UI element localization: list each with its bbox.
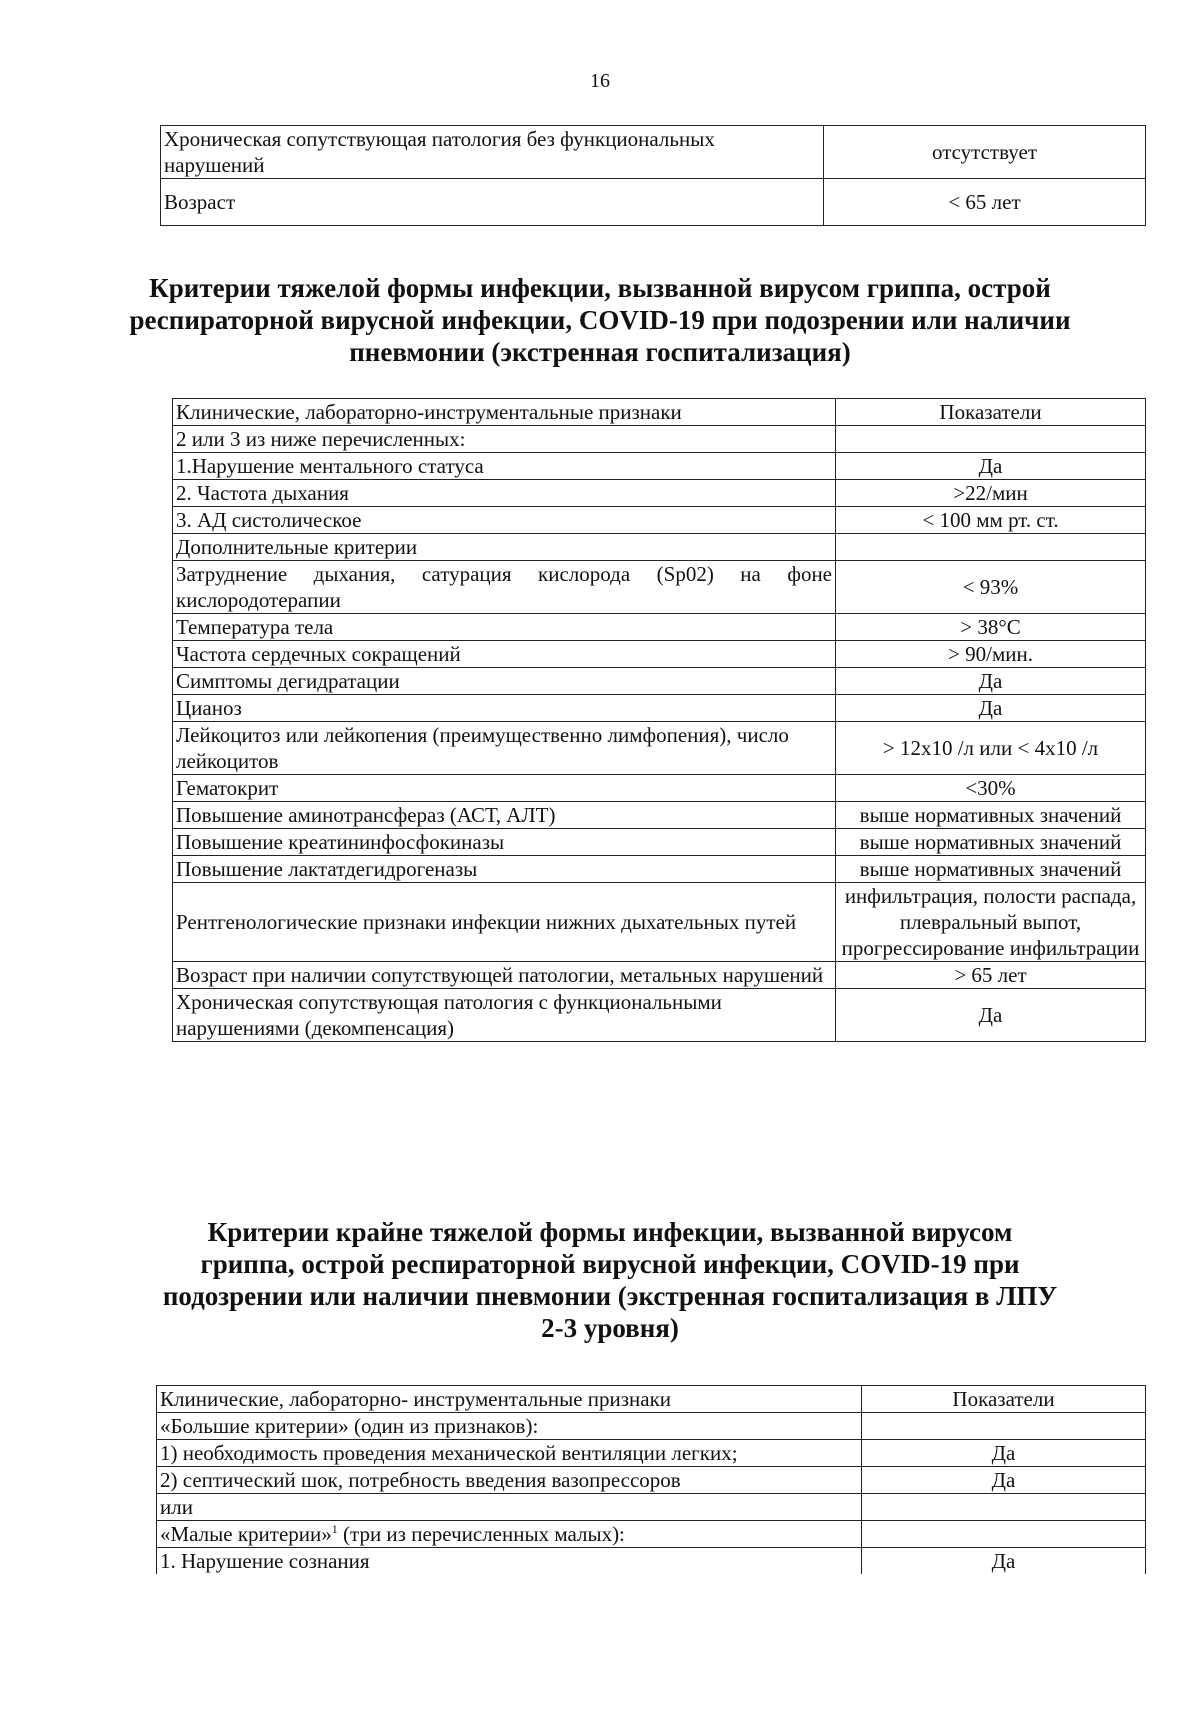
criterion-value: <30% <box>836 775 1146 802</box>
criterion-label: Гематокрит <box>173 775 836 802</box>
table-row <box>173 507 1146 534</box>
criterion-label: 3. АД систолическое <box>173 507 836 534</box>
footnote-marker: 1 <box>331 1522 338 1536</box>
criterion-label: Лейкоцитоз или лейкопения (преимущественно лимфопения), число лейкоцитов <box>173 722 836 775</box>
criterion-label: Хроническая сопутствующая патология без функциональных нарушений <box>161 126 824 179</box>
criterion-label: Хроническая сопутствующая патология с функциональными нарушениями (декомпенсация) <box>173 989 836 1042</box>
table-row <box>173 641 1146 668</box>
table-row <box>173 453 1146 480</box>
criterion-label: Возраст <box>161 179 824 226</box>
criterion-label: 1. Нарушение сознания <box>157 1548 862 1575</box>
table-row <box>161 179 1146 226</box>
criterion-label: 2) септический шок, потребность введения вазопрессоров <box>157 1467 862 1494</box>
section-heading-severe: Критерии тяжелой формы инфекции, вызванной вирусом гриппа, острой респираторной вирусной инфекции, COVID-19 при подозрении или наличии пневмонии (экстренная госпитализация) <box>129 273 1071 367</box>
criterion-label: Возраст при наличии сопутствующей патологии, метальных нарушений <box>173 962 836 989</box>
column-header-indicators: Показатели <box>862 1386 1146 1413</box>
column-header-signs: Клинические, лабораторно-инструментальные признаки <box>173 399 836 426</box>
table-row <box>173 480 1146 507</box>
table-row <box>173 775 1146 802</box>
criterion-value: > 12x10 /л или < 4x10 /л <box>836 722 1146 775</box>
criterion-value <box>836 426 1146 453</box>
criterion-label: 2. Частота дыхания <box>173 480 836 507</box>
criterion-label: Повышение креатининфосфокиназы <box>173 829 836 856</box>
criterion-value: Да <box>862 1467 1146 1494</box>
criterion-value: выше нормативных значений <box>836 856 1146 883</box>
criterion-label: Повышение лактатдегидрогеназы <box>173 856 836 883</box>
criterion-label: Рентгенологические признаки инфекции нижних дыхательных путей <box>173 883 836 962</box>
table-row <box>157 1548 1146 1575</box>
table-row <box>157 1521 1146 1548</box>
page-number: 16 <box>590 70 610 92</box>
table-header-row <box>173 399 1146 426</box>
criterion-value: < 65 лет <box>824 179 1146 226</box>
table-row <box>173 534 1146 561</box>
column-header-signs: Клинические, лабораторно- инструментальные признаки <box>157 1386 862 1413</box>
table-row <box>173 695 1146 722</box>
table-row <box>157 1440 1146 1467</box>
table-severe-criteria <box>172 398 1146 1042</box>
table-row <box>173 614 1146 641</box>
criterion-label: 2 или 3 из ниже перечисленных: <box>173 426 836 453</box>
table-row <box>157 1467 1146 1494</box>
criterion-label: Повышение аминотрансфераз (АСТ, АЛТ) <box>173 802 836 829</box>
criterion-value: выше нормативных значений <box>836 829 1146 856</box>
minor-criteria-label: «Малые критерии» <box>160 1522 332 1546</box>
criterion-label: Частота сердечных сокращений <box>173 641 836 668</box>
table-row <box>157 1413 1146 1440</box>
criterion-value: выше нормативных значений <box>836 802 1146 829</box>
table-row <box>157 1494 1146 1521</box>
criterion-label: Симптомы дегидратации <box>173 668 836 695</box>
criterion-value: Да <box>836 989 1146 1042</box>
criterion-label <box>157 1521 862 1548</box>
criterion-value <box>862 1413 1146 1440</box>
table-row <box>173 962 1146 989</box>
table-row <box>173 856 1146 883</box>
criterion-value: Да <box>862 1548 1146 1575</box>
criterion-value: > 90/мин. <box>836 641 1146 668</box>
criterion-label: Цианоз <box>173 695 836 722</box>
table-row <box>173 722 1146 775</box>
criterion-value: инфильтрация, полости распада, плевральный выпот, прогрессирование инфильтрации <box>836 883 1146 962</box>
criterion-value <box>862 1521 1146 1548</box>
criterion-value: Да <box>836 695 1146 722</box>
criterion-label: Дополнительные критерии <box>173 534 836 561</box>
table-row <box>173 668 1146 695</box>
criterion-value: > 38°С <box>836 614 1146 641</box>
criterion-label: «Большие критерии» (один из признаков): <box>157 1413 862 1440</box>
criterion-label: или <box>157 1494 862 1521</box>
criterion-label: 1) необходимость проведения механической вентиляции легких; <box>157 1440 862 1467</box>
table-patient-criteria <box>160 125 1146 226</box>
criterion-label: Затруднение дыхания, сатурация кислорода (Sp02) на фоне кислородотерапии <box>173 561 836 614</box>
criterion-label: 1.Нарушение ментального статуса <box>173 453 836 480</box>
table-row <box>173 883 1146 962</box>
minor-criteria-label-rest: (три из перечисленных малых): <box>337 1522 625 1546</box>
table-header-row <box>157 1386 1146 1413</box>
table-extremely-severe-criteria <box>156 1385 1146 1574</box>
table-row <box>173 829 1146 856</box>
criterion-value: Да <box>862 1440 1146 1467</box>
criterion-value: < 93% <box>836 561 1146 614</box>
criterion-value <box>862 1494 1146 1521</box>
criterion-value <box>836 534 1146 561</box>
criterion-label: Температура тела <box>173 614 836 641</box>
criterion-value: Да <box>836 453 1146 480</box>
table-row <box>173 802 1146 829</box>
criterion-value: Да <box>836 668 1146 695</box>
criterion-value: < 100 мм рт. ст. <box>836 507 1146 534</box>
column-header-indicators: Показатели <box>836 399 1146 426</box>
criterion-value: > 65 лет <box>836 962 1146 989</box>
table-row <box>161 126 1146 179</box>
table-row <box>173 561 1146 614</box>
table-row <box>173 989 1146 1042</box>
table-row <box>173 426 1146 453</box>
criterion-value: >22/мин <box>836 480 1146 507</box>
criterion-value: отсутствует <box>824 126 1146 179</box>
section-heading-extremely-severe: Критерии крайне тяжелой формы инфекции, вызванной вирусом гриппа, острой респираторной вирусной инфекции, COVID-19 при подозрении или наличии пневмонии (экстренная госпитализация в ЛПУ 2-3 уровня) <box>162 1217 1058 1343</box>
